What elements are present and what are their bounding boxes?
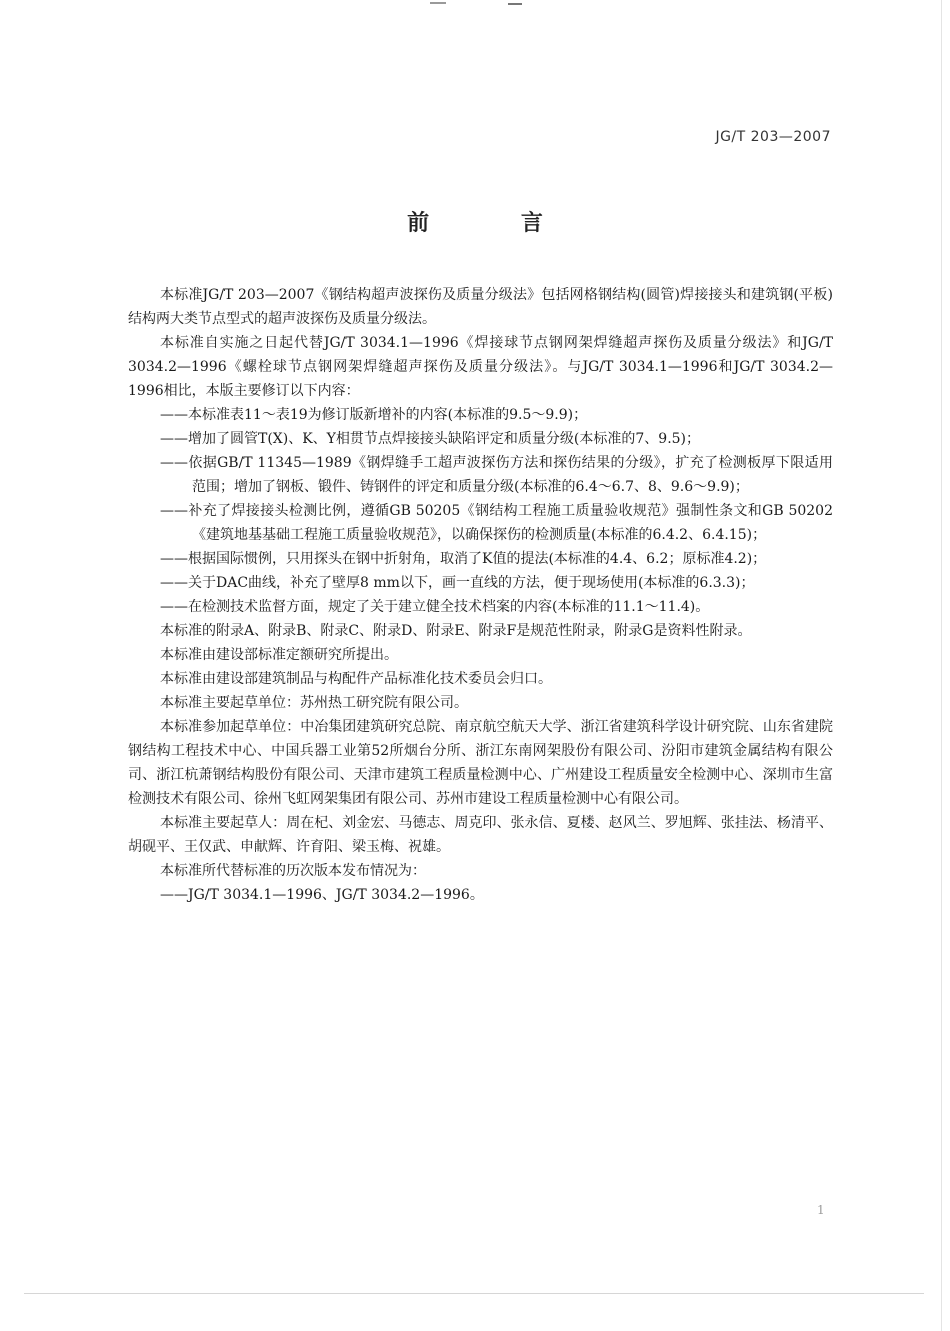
scan-edge-line <box>941 0 942 1331</box>
scan-mark <box>430 2 446 4</box>
paragraph: 本标准由建设部标准定额研究所提出。 <box>160 647 398 663</box>
foreword-body <box>128 283 833 907</box>
standard-code: JG/T 203—2007 <box>715 129 831 145</box>
paragraph: 本标准所代替标准的历次版本发布情况为： <box>160 863 426 879</box>
revision-item: ——依据GB/T 11345—1989《钢焊缝手工超声波探伤方法和探伤结果的分级》，扩充了检测板厚下限适用范围；增加了钢板、锻件、铸钢件的评定和质量分级(本标准的6.4～6.7、8、9.6～9.9)； <box>160 455 833 495</box>
paragraph: 本标准JG/T 203—2007《钢结构超声波探伤及质量分级法》包括网格钢结构(圆管)焊接接头和建筑钢(平板)结构两大类节点型式的超声波探伤及质量分级法。 <box>128 287 833 327</box>
page-number: 1 <box>817 1203 825 1217</box>
revision-item: ——根据国际惯例，只用探头在钢中折射角，取消了K值的提法(本标准的4.4、6.2；原标准4.2)； <box>160 551 767 567</box>
paragraph: 本标准主要起草单位：苏州热工研究院有限公司。 <box>160 695 468 711</box>
revision-item: ——补充了焊接接头检测比例，遵循GB 50205《钢结构工程施工质量验收规范》强制性条文和GB 50202《建筑地基基础工程施工质量验收规范》，以确保探伤的检测质量(本标准的6.4.2、6.4.15)； <box>160 503 833 543</box>
revision-item: ——在检测技术监督方面，规定了关于建立健全技术档案的内容(本标准的11.1～11.4)。 <box>160 599 710 615</box>
paragraph: 本标准主要起草人：周在杞、刘金宏、马德志、周克印、张永信、夏楼、赵风兰、罗旭辉、张挂法、杨清平、胡砚平、王仅武、申献辉、许育阳、梁玉梅、祝雄。 <box>128 815 833 855</box>
paragraph: 本标准的附录A、附录B、附录C、附录D、附录E、附录F是规范性附录，附录G是资料性附录。 <box>160 623 752 639</box>
paragraph: 本标准由建设部建筑制品与构配件产品标准化技术委员会归口。 <box>160 671 552 687</box>
revision-item: ——关于DAC曲线，补充了壁厚8 mm以下，画一直线的方法，便于现场使用(本标准的6.3.3)； <box>160 575 755 591</box>
revision-item: ——增加了圆管T(X)、K、Y相贯节点焊接接头缺陷评定和质量分级(本标准的7、9.5)； <box>160 431 701 447</box>
history-item: ——JG/T 3034.1—1996、JG/T 3034.2—1996。 <box>160 887 484 903</box>
paragraph: 本标准自实施之日起代替JG/T 3034.1—1996《焊接球节点钢网架焊缝超声探伤及质量分级法》和JG/T 3034.2—1996《螺栓球节点钢网架焊缝超声探伤及质量分级法》。与JG/T 3034.1—1996和JG/T 3034.2—1996相比，本版主要修订以下内容： <box>128 335 833 399</box>
page-title: 前 言 <box>407 211 585 236</box>
scan-mark <box>508 3 522 5</box>
revision-item: ——本标准表11～表19为修订版新增补的内容(本标准的9.5～9.9)； <box>160 407 588 423</box>
scan-edge-line <box>24 1293 924 1294</box>
paragraph: 本标准参加起草单位：中冶集团建筑研究总院、南京航空航天大学、浙江省建筑科学设计研究院、山东省建院钢结构工程技术中心、中国兵器工业第52所烟台分所、浙江东南网架股份有限公司、汾阳市建筑金属结构有限公司、浙江杭萧钢结构股份有限公司、天津市建筑工程质量检测中心、广州建设工程质量安全检测中心、深圳市生富检测技术有限公司、徐州飞虹网架集团有限公司、苏州市建设工程质量检测中心有限公司。 <box>128 719 833 807</box>
